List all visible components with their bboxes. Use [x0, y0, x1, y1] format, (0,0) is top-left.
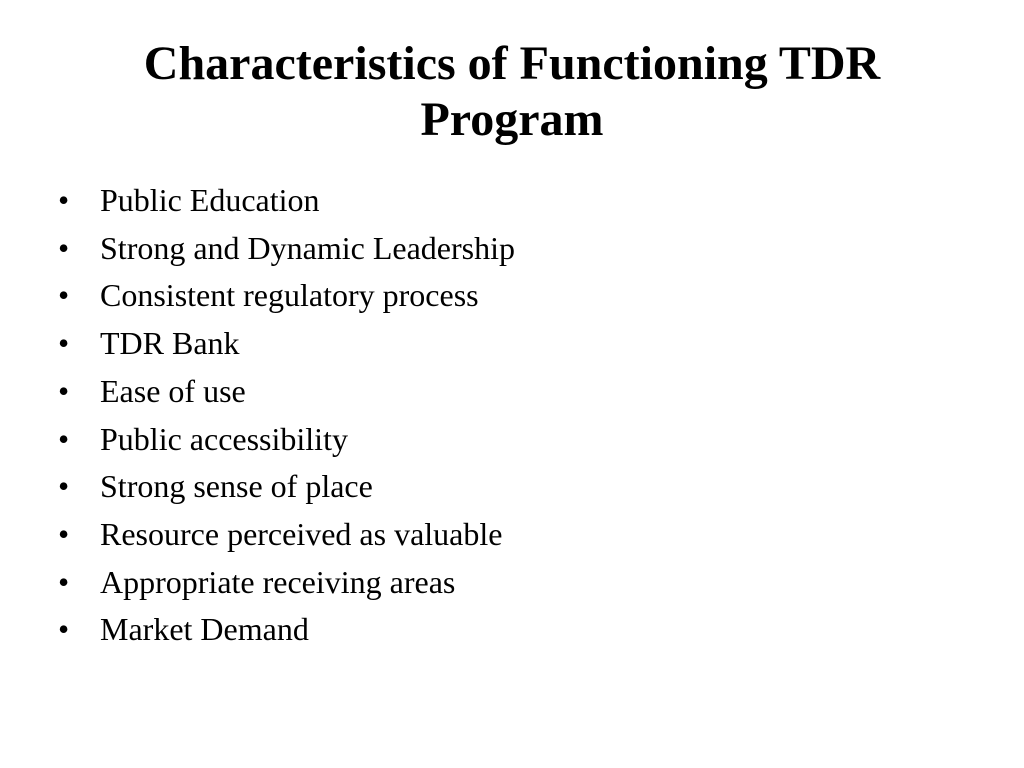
bullet-text: Resource perceived as valuable	[100, 515, 503, 552]
bullet-item-appropriate-receiving-areas	[58, 559, 515, 607]
bullet-icon: •	[58, 563, 70, 600]
bullet-item-market-demand	[58, 606, 515, 654]
bullet-icon: •	[58, 372, 70, 409]
bullet-icon: •	[58, 182, 70, 218]
bullet-list	[58, 177, 515, 654]
bullet-icon: •	[58, 420, 70, 457]
bullet-icon: •	[58, 515, 70, 552]
bullet-item-consistent-regulatory-process	[58, 272, 515, 320]
bullet-text: Consistent regulatory process	[100, 277, 479, 314]
slide-title-line-2: Program	[420, 93, 604, 146]
bullet-icon: •	[58, 468, 70, 505]
bullet-text: Public Education	[100, 182, 320, 218]
bullet-text: Strong sense of place	[100, 468, 373, 505]
bullet-text: Strong and Dynamic Leadership	[100, 229, 515, 266]
bullet-text: Public accessibility	[100, 420, 348, 457]
bullet-item-strong-dynamic-leadership	[58, 225, 515, 273]
bullet-text: Ease of use	[100, 372, 246, 409]
bullet-item-ease-of-use	[58, 368, 515, 416]
slide-title	[40, 36, 984, 148]
bullet-icon: •	[58, 611, 70, 648]
bullet-item-resource-perceived-valuable	[58, 511, 515, 559]
bullet-item-strong-sense-of-place	[58, 463, 515, 511]
bullet-item-public-education	[58, 177, 515, 225]
bullet-item-tdr-bank	[58, 320, 515, 368]
bullet-text: TDR Bank	[100, 325, 240, 362]
bullet-icon: •	[58, 229, 70, 266]
bullet-icon: •	[58, 325, 70, 362]
bullet-text: Appropriate receiving areas	[100, 563, 456, 600]
bullet-icon: •	[58, 277, 70, 314]
bullet-item-public-accessibility	[58, 416, 515, 464]
slide-title-line-1: Characteristics of Functioning TDR	[143, 37, 881, 90]
bullet-text: Market Demand	[100, 611, 309, 648]
